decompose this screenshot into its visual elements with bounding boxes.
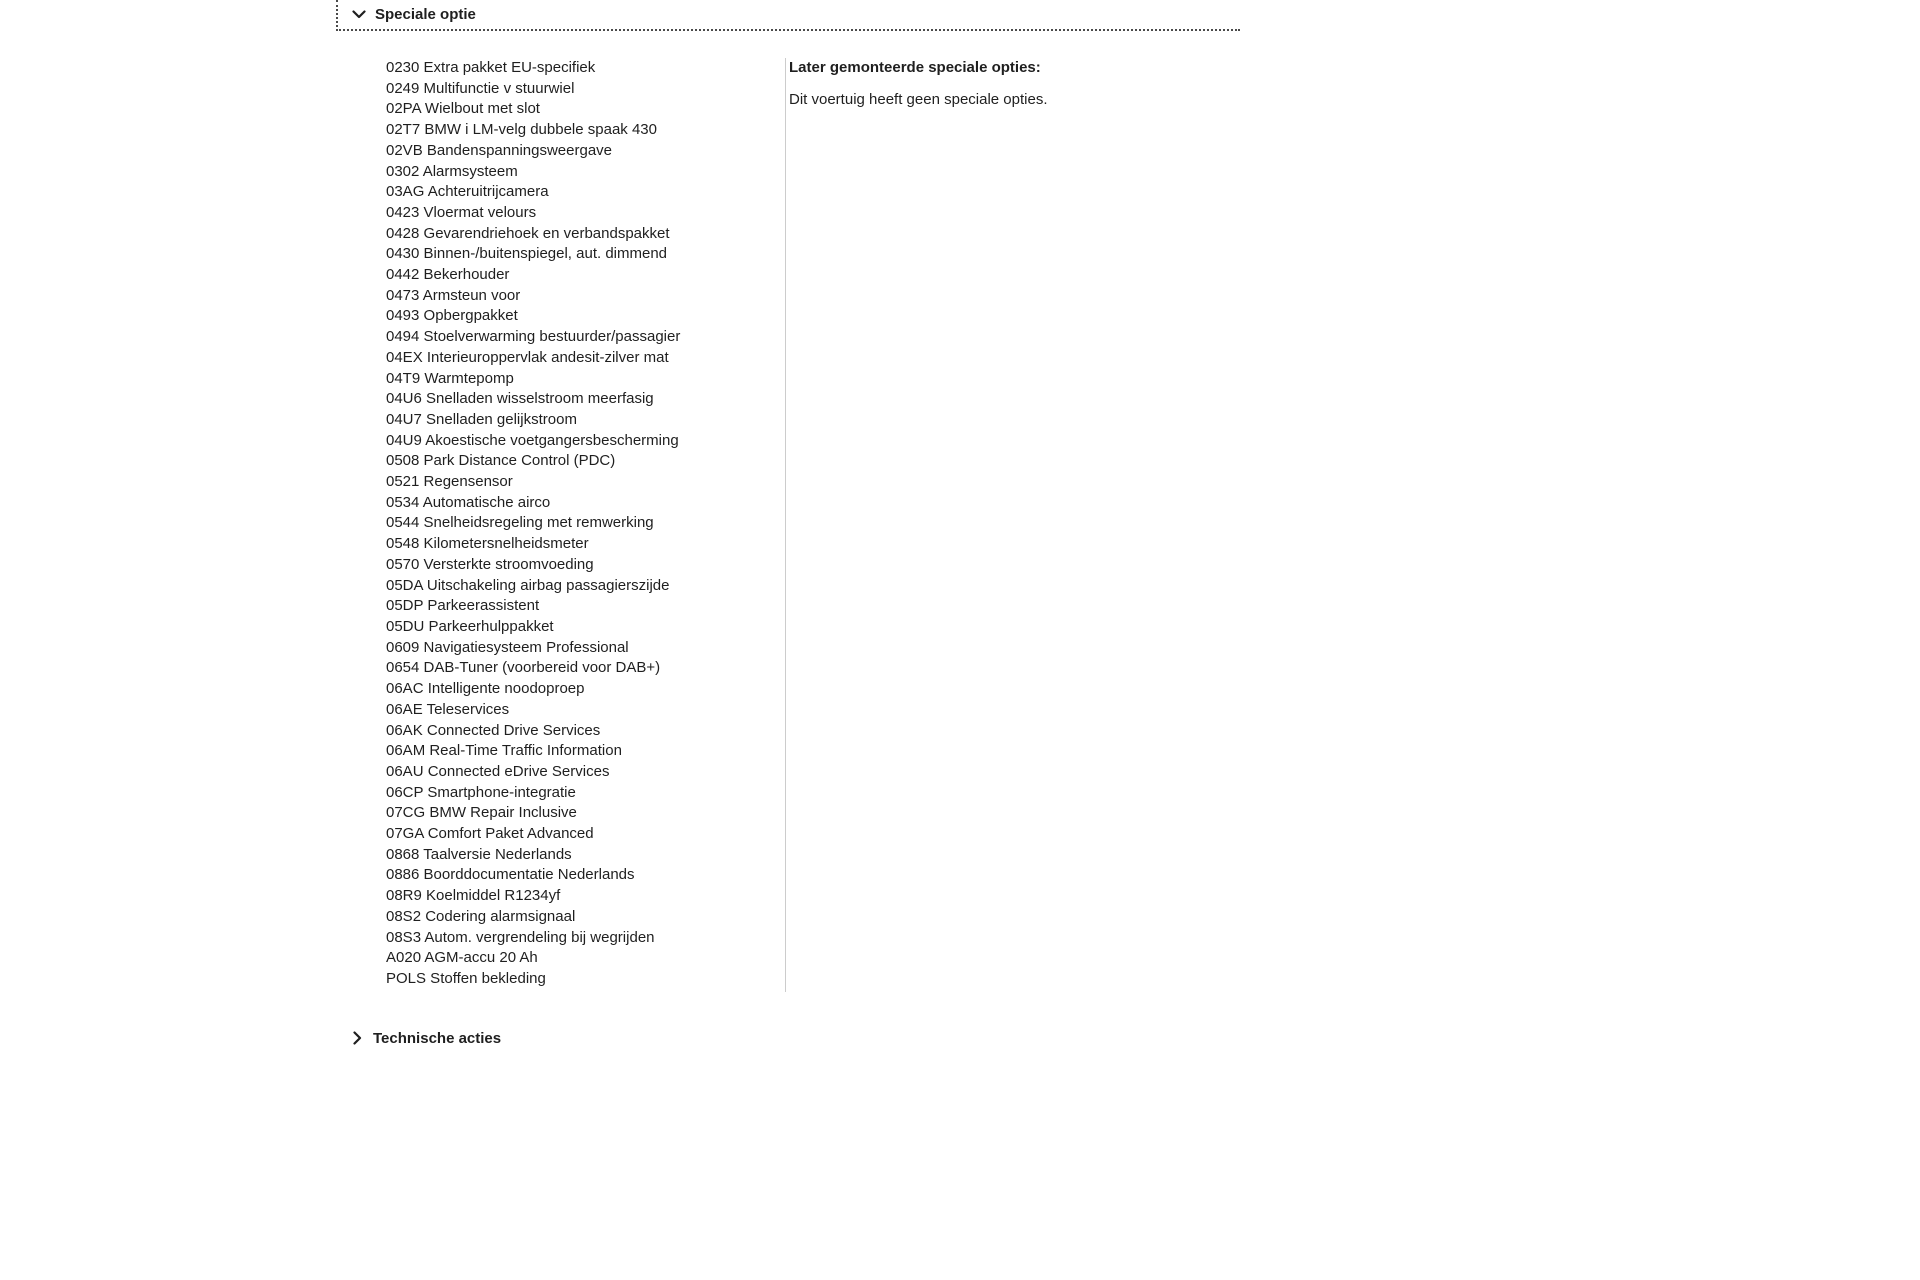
option-list-item: 0570 Versterkte stroomvoeding — [386, 555, 594, 573]
option-list-item: A020 AGM-accu 20 Ah — [386, 949, 538, 967]
option-list-item: 06AC Intelligente noodoproep — [386, 680, 585, 698]
option-list-item: 05DA Uitschakeling airbag passagierszijde — [386, 576, 670, 594]
retrofit-options-title: Later gemonteerde speciale opties: — [789, 59, 1041, 76]
option-list-item: 02PA Wielbout met slot — [386, 100, 540, 118]
option-list-item: 05DU Parkeerhulppakket — [386, 617, 554, 635]
option-list-item: 0544 Snelheidsregeling met remwerking — [386, 514, 654, 532]
option-list-item: 08S3 Autom. vergrendeling bij wegrijden — [386, 928, 655, 946]
column-divider — [785, 58, 786, 992]
option-list-item: 02T7 BMW i LM-velg dubbele spaak 430 — [386, 121, 657, 139]
option-list-item: 0428 Gevarendriehoek en verbandspakket — [386, 224, 670, 242]
option-list-item: 06CP Smartphone-integratie — [386, 783, 576, 801]
option-list-item: 0493 Opbergpakket — [386, 307, 518, 325]
option-list-item: 04U6 Snelladen wisselstroom meerfasig — [386, 390, 654, 408]
option-list-item: 0249 Multifunctie v stuurwiel — [386, 79, 575, 97]
option-list-item: 04U7 Snelladen gelijkstroom — [386, 410, 577, 428]
option-list-item: 0868 Taalversie Nederlands — [386, 845, 572, 863]
option-list-item: 04EX Interieuroppervlak andesit-zilver mat — [386, 348, 669, 366]
accordion-section-speciale-optie[interactable] — [336, 0, 1240, 31]
option-list-item: POLS Stoffen bekleding — [386, 969, 546, 987]
option-list-item: 07GA Comfort Paket Advanced — [386, 825, 594, 843]
option-list-item: 0442 Bekerhouder — [386, 266, 510, 284]
retrofit-options-panel — [789, 59, 1269, 108]
option-list-item: 03AG Achteruitrijcamera — [386, 183, 549, 201]
option-list-item: 06AE Teleservices — [386, 700, 510, 718]
accordion-label-technische-acties: Technische acties — [373, 1029, 502, 1047]
option-list-item: 0430 Binnen-/buitenspiegel, aut. dimmend — [386, 245, 668, 263]
options-list — [386, 58, 781, 990]
option-list-item: 0473 Armsteun voor — [386, 286, 521, 304]
option-list-item: 08S2 Codering alarmsignaal — [386, 907, 576, 925]
option-list-item: 0534 Automatische airco — [386, 493, 551, 511]
option-list-item: 0521 Regensensor — [386, 473, 513, 491]
option-list-item: 04U9 Akoestische voetgangersbescherming — [386, 431, 679, 449]
option-list-item: 0654 DAB-Tuner (voorbereid voor DAB+) — [386, 659, 661, 677]
option-list-item: 0423 Vloermat velours — [386, 203, 537, 221]
option-list-item: 0230 Extra pakket EU-specifiek — [386, 59, 596, 76]
option-list-item: 02VB Bandenspanningsweergave — [386, 141, 613, 159]
option-list-item: 06AM Real-Time Traffic Information — [386, 742, 622, 760]
option-list-item: 06AK Connected Drive Services — [386, 721, 601, 739]
option-list-item: 0508 Park Distance Control (PDC) — [386, 452, 616, 470]
option-list-item: 0302 Alarmsysteem — [386, 162, 518, 180]
option-list-item: 08R9 Koelmiddel R1234yf — [386, 887, 561, 905]
option-list-item: 06AU Connected eDrive Services — [386, 762, 610, 780]
option-list-item: 05DP Parkeerassistent — [386, 597, 540, 615]
accordion-section-technische-acties[interactable] — [349, 1028, 501, 1048]
accordion-label-speciale-optie: Speciale optie — [375, 6, 476, 23]
option-list-item: 0548 Kilometersnelheidsmeter — [386, 535, 589, 553]
option-list-item: 0494 Stoelverwarming bestuurder/passagier — [386, 328, 681, 346]
option-list-item: 04T9 Warmtepomp — [386, 369, 514, 387]
option-list-item: 0886 Boorddocumentatie Nederlands — [386, 866, 635, 884]
chevron-down-icon — [351, 10, 367, 19]
option-list-item: 0609 Navigatiesysteem Professional — [386, 638, 629, 656]
retrofit-options-text: Dit voertuig heeft geen speciale opties. — [789, 91, 1048, 108]
chevron-right-icon — [349, 1031, 365, 1045]
option-list-item: 07CG BMW Repair Inclusive — [386, 804, 577, 822]
